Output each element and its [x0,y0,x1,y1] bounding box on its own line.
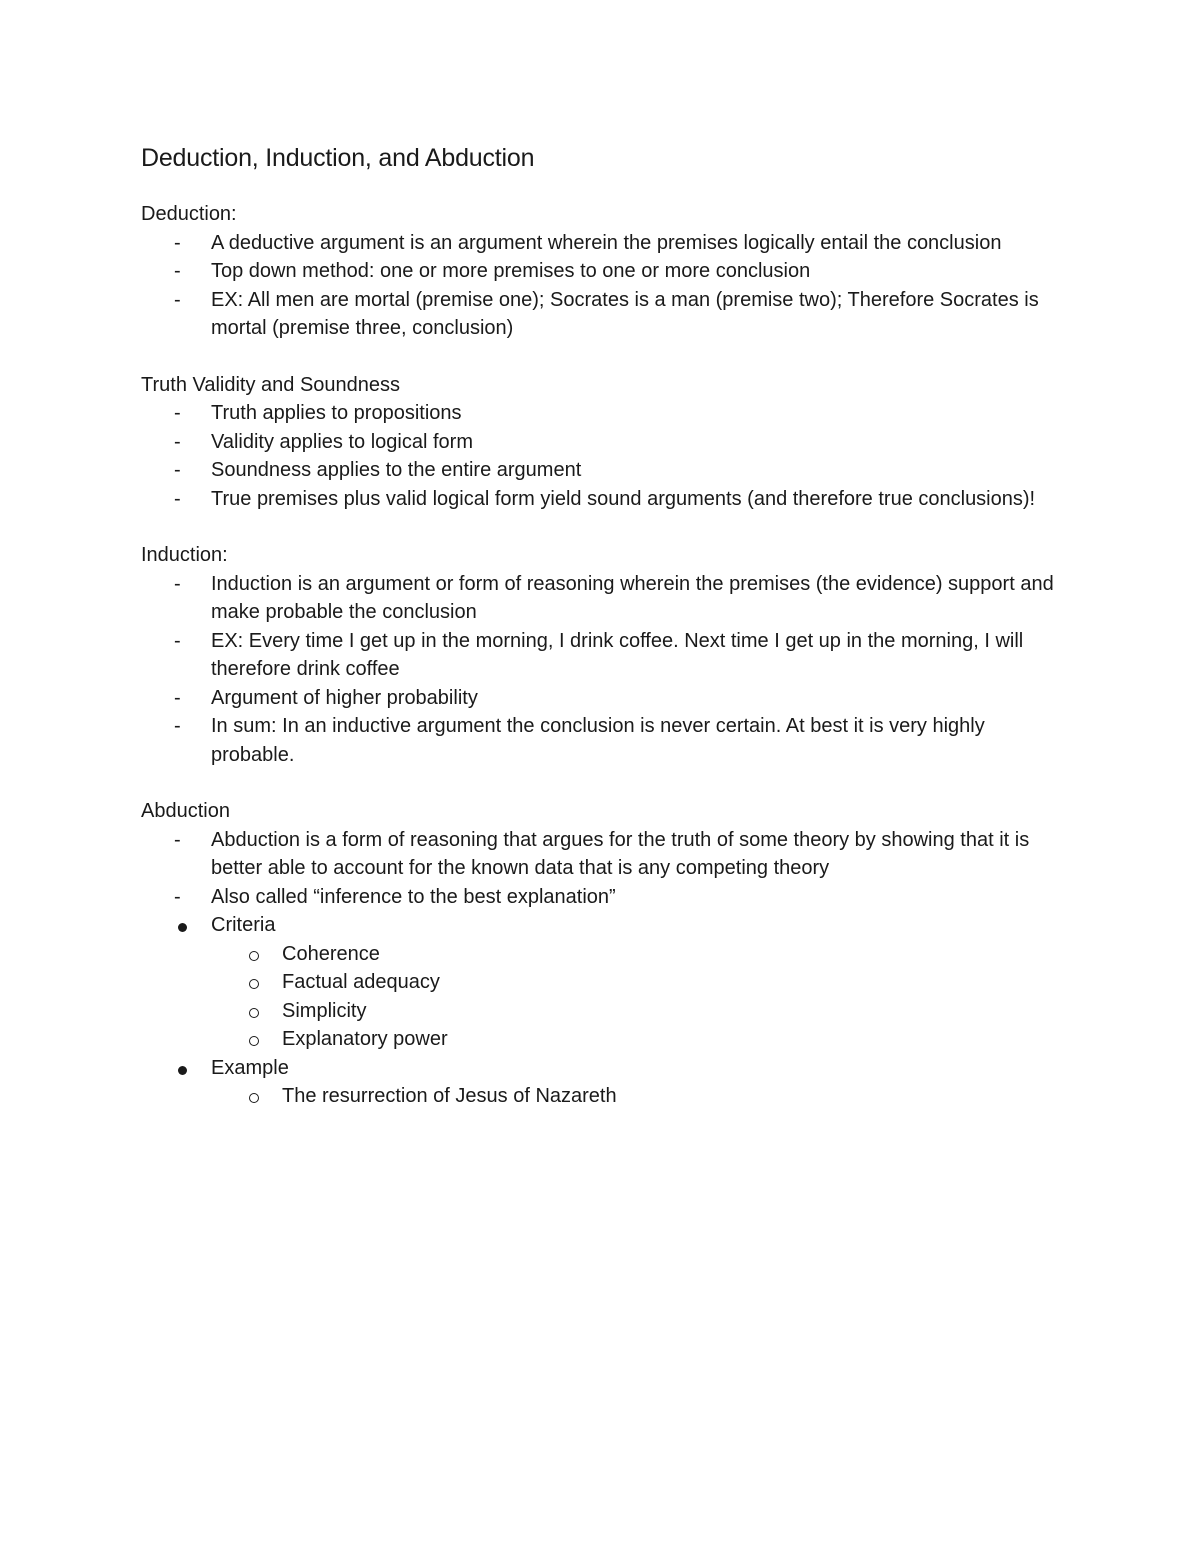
dash-marker [174,456,194,485]
list-item: - EX: Every time I get up in the morning, I drink coffee. Next time I get up in the morning, I will therefore drink coffee [141,627,1071,684]
example-list [211,1082,1071,1111]
list-item: - Induction is an argument or form of reasoning wherein the premises (the evidence) support and make probable the conclusion [141,570,1071,627]
section-heading-abduction: Abduction [141,800,230,822]
section-heading-induction: Induction: [141,544,228,566]
section-abduction [141,797,1071,1111]
deduction-list [141,229,1071,343]
dash-marker [174,286,194,315]
dash-marker [174,826,194,855]
list-item: - Validity applies to logical form [141,428,1071,457]
truth-list [141,399,1071,513]
abduction-bullet-list [141,911,1071,1111]
list-item: - Argument of higher probability [141,684,1071,713]
bullet-icon [178,923,187,932]
list-item-criteria: Criteria Coherence Factual adequacy Simplicity Explanatory power [141,911,1071,1054]
list-item: - Abduction is a form of reasoning that argues for the truth of some theory by showing that it is better able to account for the known data that is any competing theory [141,826,1071,883]
bullet-icon [178,1066,187,1075]
dash-marker [174,257,194,286]
dash-marker [174,883,194,912]
document-title: Deduction, Induction, and Abduction [141,144,535,172]
circle-bullet-icon [249,979,259,989]
dash-marker [174,684,194,713]
list-item: Explanatory power [211,1025,1071,1054]
list-item: - Top down method: one or more premises to one or more conclusion [141,257,1071,286]
list-item-example: Example The resurrection of Jesus of Nazareth [141,1054,1071,1111]
list-item: The resurrection of Jesus of Nazareth [211,1082,1071,1111]
section-heading-deduction: Deduction: [141,203,237,225]
circle-bullet-icon [249,1093,259,1103]
abduction-list [141,826,1071,912]
list-item: - A deductive argument is an argument wherein the premises logically entail the conclusion [141,229,1071,258]
section-deduction [141,200,1071,343]
section-truth [141,371,1071,514]
dash-marker [174,428,194,457]
list-item: Factual adequacy [211,968,1071,997]
circle-bullet-icon [249,1036,259,1046]
dash-marker [174,627,194,656]
dash-marker [174,570,194,599]
dash-marker [174,399,194,428]
list-item: Coherence [211,940,1071,969]
dash-marker [174,485,194,514]
list-item: - Soundness applies to the entire argument [141,456,1071,485]
list-item: Simplicity [211,997,1071,1026]
induction-list [141,570,1071,770]
list-item: - True premises plus valid logical form yield sound arguments (and therefore true conclusions)! [141,485,1071,514]
dash-marker [174,712,194,741]
section-induction [141,541,1071,769]
section-heading-truth: Truth Validity and Soundness [141,373,401,396]
circle-bullet-icon [249,1008,259,1018]
document-page [141,140,1071,1139]
criteria-sublist-wrap [141,940,1071,1054]
criteria-list [211,940,1071,1054]
list-item: - Also called “inference to the best explanation” [141,883,1071,912]
list-item: - Truth applies to propositions [141,399,1071,428]
dash-marker [174,229,194,258]
list-item: - EX: All men are mortal (premise one); Socrates is a man (premise two); Therefore Socrates is mortal (premise three, conclusion) [141,286,1071,343]
list-item: - In sum: In an inductive argument the conclusion is never certain. At best it is very highly probable. [141,712,1071,769]
example-sublist-wrap [141,1082,1071,1111]
circle-bullet-icon [249,951,259,961]
